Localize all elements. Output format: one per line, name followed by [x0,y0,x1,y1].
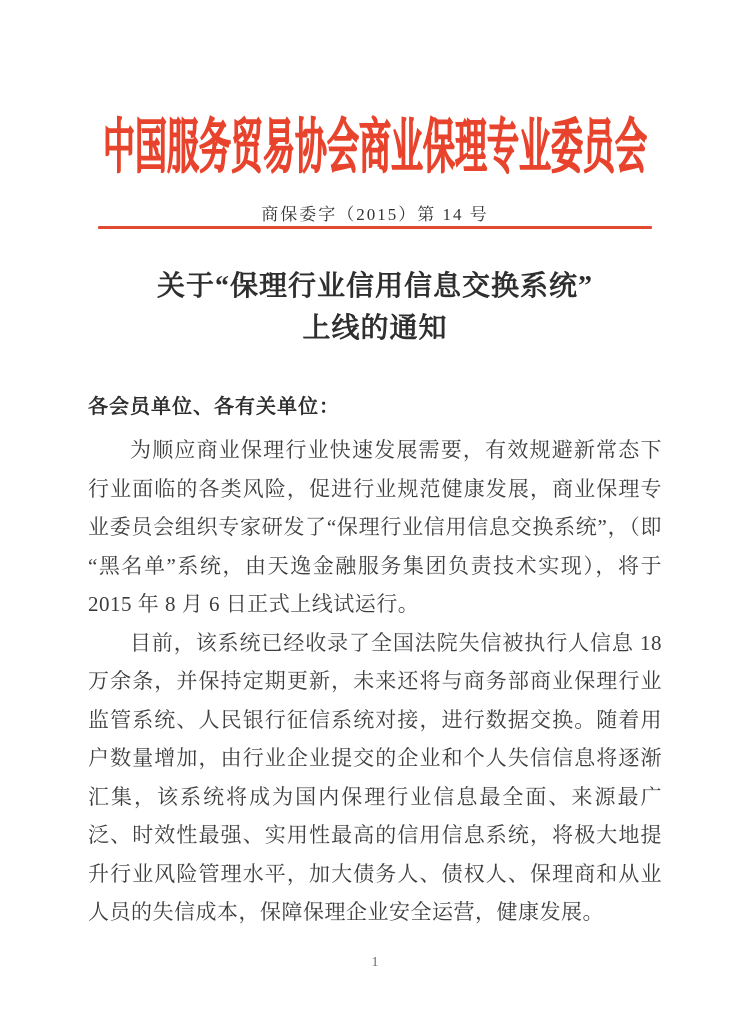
masthead [0,100,750,186]
masthead-title: 中国服务贸易协会商业保理专业委员会 [102,113,647,180]
notice-body [88,390,662,932]
salutation: 各会员单位、各有关单位： [88,396,340,418]
header-divider [98,226,652,229]
body-paragraph: 为顺应商业保理行业快速发展需要，有效规避新常态下行业面临的各类风险，促进行业规范健康发展，商业保理专业委员会组织专家研发了“保理行业信用信息交换系统”，（即“黑名单”系统，由天逸金融服务集团负责技术实现），将于 2015 年 8 月 6 日正式上线试运行。 [88,438,662,616]
notice-title [0,266,750,350]
notice-title-line1: 关于“保理行业信用信息交换系统” [156,271,593,302]
notice-title-line2: 上线的通知 [302,313,448,344]
page-number: 1 [371,955,379,970]
document-number: 商保委字（2015）第 14 号 [261,205,489,224]
body-paragraph: 目前，该系统已经收录了全国法院失信被执行人信息 18 万余条，并保持定期更新，未来还将与商务部商业保理行业监管系统、人民银行征信系统对接，进行数据交换。随着用户数量增加，由行业企业提交的企业和个人失信信息将逐渐汇集，该系统将成为国内保理行业信息最全面、来源最广泛、时效性最强、实用性最高的信用信息系统，将极大地提升行业风险管理水平，加大债务人、债权人、保理商和从业人员的失信成本，保障保理企业安全运营，健康发展。 [88,630,662,924]
